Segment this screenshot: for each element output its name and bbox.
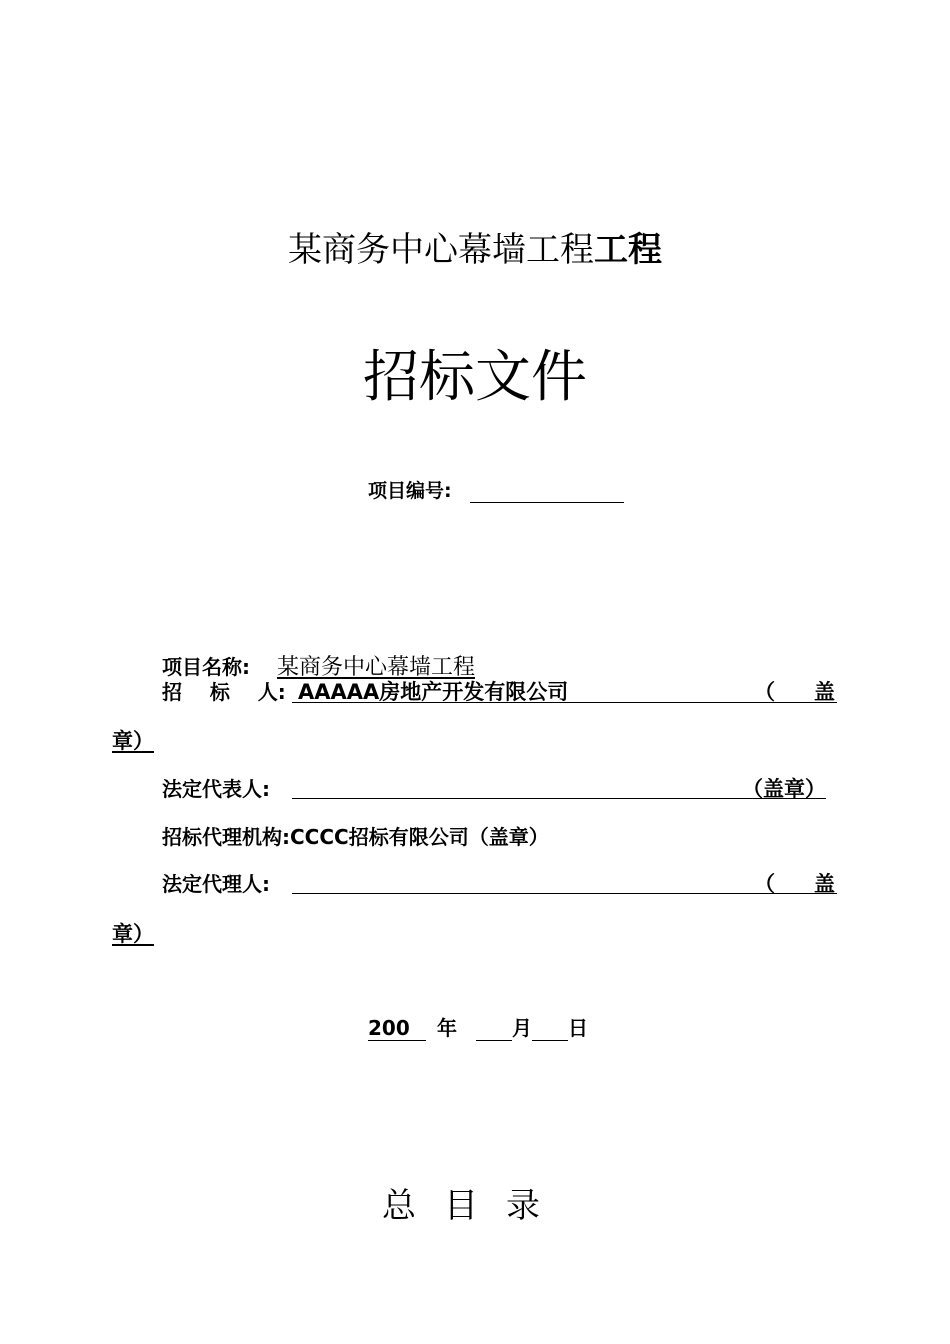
agency-value: CCCC招标有限公司（盖章） xyxy=(290,825,549,849)
tenderer-line xyxy=(292,676,837,703)
document-heading: 招标文件 xyxy=(363,345,587,410)
tenderer-label: 招 标 人: xyxy=(162,680,286,704)
date-month-unit: 月 xyxy=(511,1016,532,1040)
date-row xyxy=(368,1012,588,1041)
legal-rep-line xyxy=(292,773,826,799)
date-day-blank xyxy=(532,1020,568,1041)
agency-row xyxy=(162,821,549,850)
project-number-row xyxy=(368,476,624,503)
legal-agent-stamp-open: （ xyxy=(754,872,775,896)
date-year: 200 xyxy=(368,1016,426,1041)
tenderer-value: AAAAA房地产开发有限公司 xyxy=(298,680,569,704)
legal-agent-stamp-char: 盖 xyxy=(814,872,835,896)
project-number-label: 项目编号: xyxy=(368,480,452,502)
legal-agent-label: 法定代理人: xyxy=(162,872,270,896)
tenderer-stamp-char: 盖 xyxy=(814,680,835,704)
toc-title: 总目录 xyxy=(382,1186,568,1226)
tenderer-stamp-open: （ xyxy=(754,680,775,704)
legal-agent-line xyxy=(292,868,837,894)
legal-rep-stamp: （盖章） xyxy=(742,777,826,801)
document-title xyxy=(0,222,950,271)
tenderer-stamp-wrap: 章） xyxy=(112,729,154,753)
legal-rep-label: 法定代表人: xyxy=(162,777,270,801)
document-title-regular: 某商务中心幕墙工程 xyxy=(288,230,594,270)
agency-label: 招标代理机构: xyxy=(162,825,290,849)
document-title-bold: 工程 xyxy=(594,230,662,270)
project-name-label: 项目名称: xyxy=(162,655,250,679)
date-day-unit: 日 xyxy=(567,1016,588,1040)
date-year-unit: 年 xyxy=(436,1016,457,1040)
legal-agent-stamp-wrap: 章） xyxy=(112,922,154,946)
project-name-value: 某商务中心幕墙工程 xyxy=(276,655,475,680)
project-number-blank xyxy=(470,482,624,503)
date-month-blank xyxy=(476,1020,512,1041)
